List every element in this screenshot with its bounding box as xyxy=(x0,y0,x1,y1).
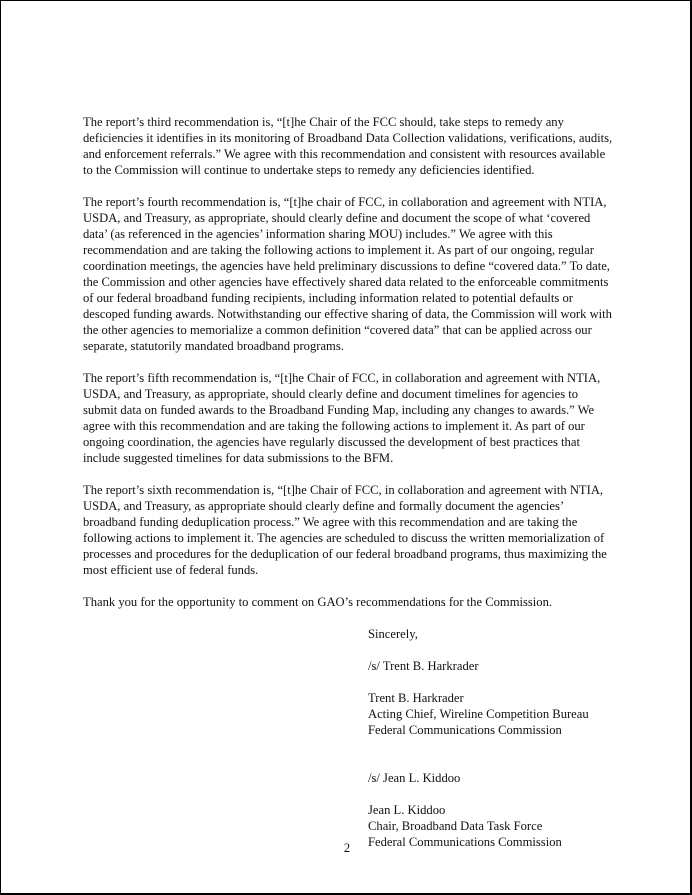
page-number: 2 xyxy=(343,841,351,855)
paragraph-sixth-recommendation: The report’s sixth recommendation is, “[t]he Chair of FCC, in collaboration and agreement with NTIA, USDA, and Treasury, as appropriate should clearly define and formally document the agencies’ broadband funding deduplication process.” We agree with this recommendation and are taking the following actions to implement it. The agencies are scheduled to discuss the written memorialization of processes and procedures for the deduplication of our federal broadband programs, thus maximizing the most efficient use of federal funds. xyxy=(83,483,607,577)
signer-title: Acting Chief, Wireline Competition Bureau xyxy=(368,707,589,721)
letter-body xyxy=(83,114,613,866)
closing-block xyxy=(368,626,613,850)
spacer xyxy=(368,754,613,770)
paragraph-fifth-recommendation: The report’s fifth recommendation is, “[t]he Chair of FCC, in collaboration and agreement with NTIA, USDA, and Treasury, as appropriate, should clearly define and document timelines for agencies to submit data on funded awards to the Broadband Funding Map, including any changes to awards.” We agree with this recommendation and are taking the following actions to implement it. As part of our ongoing coordination, the agencies have regularly discussed the development of best practices that include suggested timelines for data submissions to the BFM. xyxy=(83,371,601,465)
paragraph-third-recommendation: The report’s third recommendation is, “[t]he Chair of the FCC should, take steps to remedy any deficiencies it identifies in its monitoring of Broadband Data Collection validations, verifications, audits, and enforcement referrals.” We agree with this recommendation and consistent with resources available to the Commission will continue to undertake steps to remedy any deficiencies identified. xyxy=(83,115,613,177)
signature-trent-harkrader: /s/ Trent B. Harkrader xyxy=(368,659,479,673)
signer-organization: Federal Communications Commission xyxy=(368,835,562,849)
signer-name: Jean L. Kiddoo xyxy=(368,803,446,817)
signature-jean-kiddoo: /s/ Jean L. Kiddoo xyxy=(368,771,461,785)
signer-name: Trent B. Harkrader xyxy=(368,691,464,705)
salutation: Sincerely, xyxy=(368,627,418,641)
paragraph-fourth-recommendation: The report’s fourth recommendation is, “[t]he chair of FCC, in collaboration and agreement with NTIA, USDA, and Treasury, as appropriate, should clearly define and document the scope of what ‘covered data’ (as referenced in the agencies’ information sharing MOU) includes.” We agree with this recommendation and are taking the following actions to implement it. As part of our ongoing, regular coordination meetings, the agencies have held preliminary discussions to define “covered data.” To date, the Commission and other agencies have effectively shared data related to the enforceable commitments of our federal broadband funding recipients, including information related to potential defaults or descoped funding awards. Notwithstanding our effective sharing of data, the Commission will work with the other agencies to memorialize a common definition “covered data” that can be applied across our separate, statutorily mandated broadband programs. xyxy=(83,195,612,353)
paragraph-thank-you: Thank you for the opportunity to comment on GAO’s recommendations for the Commission. xyxy=(83,595,553,609)
signer-block-trent-harkrader xyxy=(368,690,613,738)
signer-organization: Federal Communications Commission xyxy=(368,723,562,737)
signer-title: Chair, Broadband Data Task Force xyxy=(368,819,543,833)
